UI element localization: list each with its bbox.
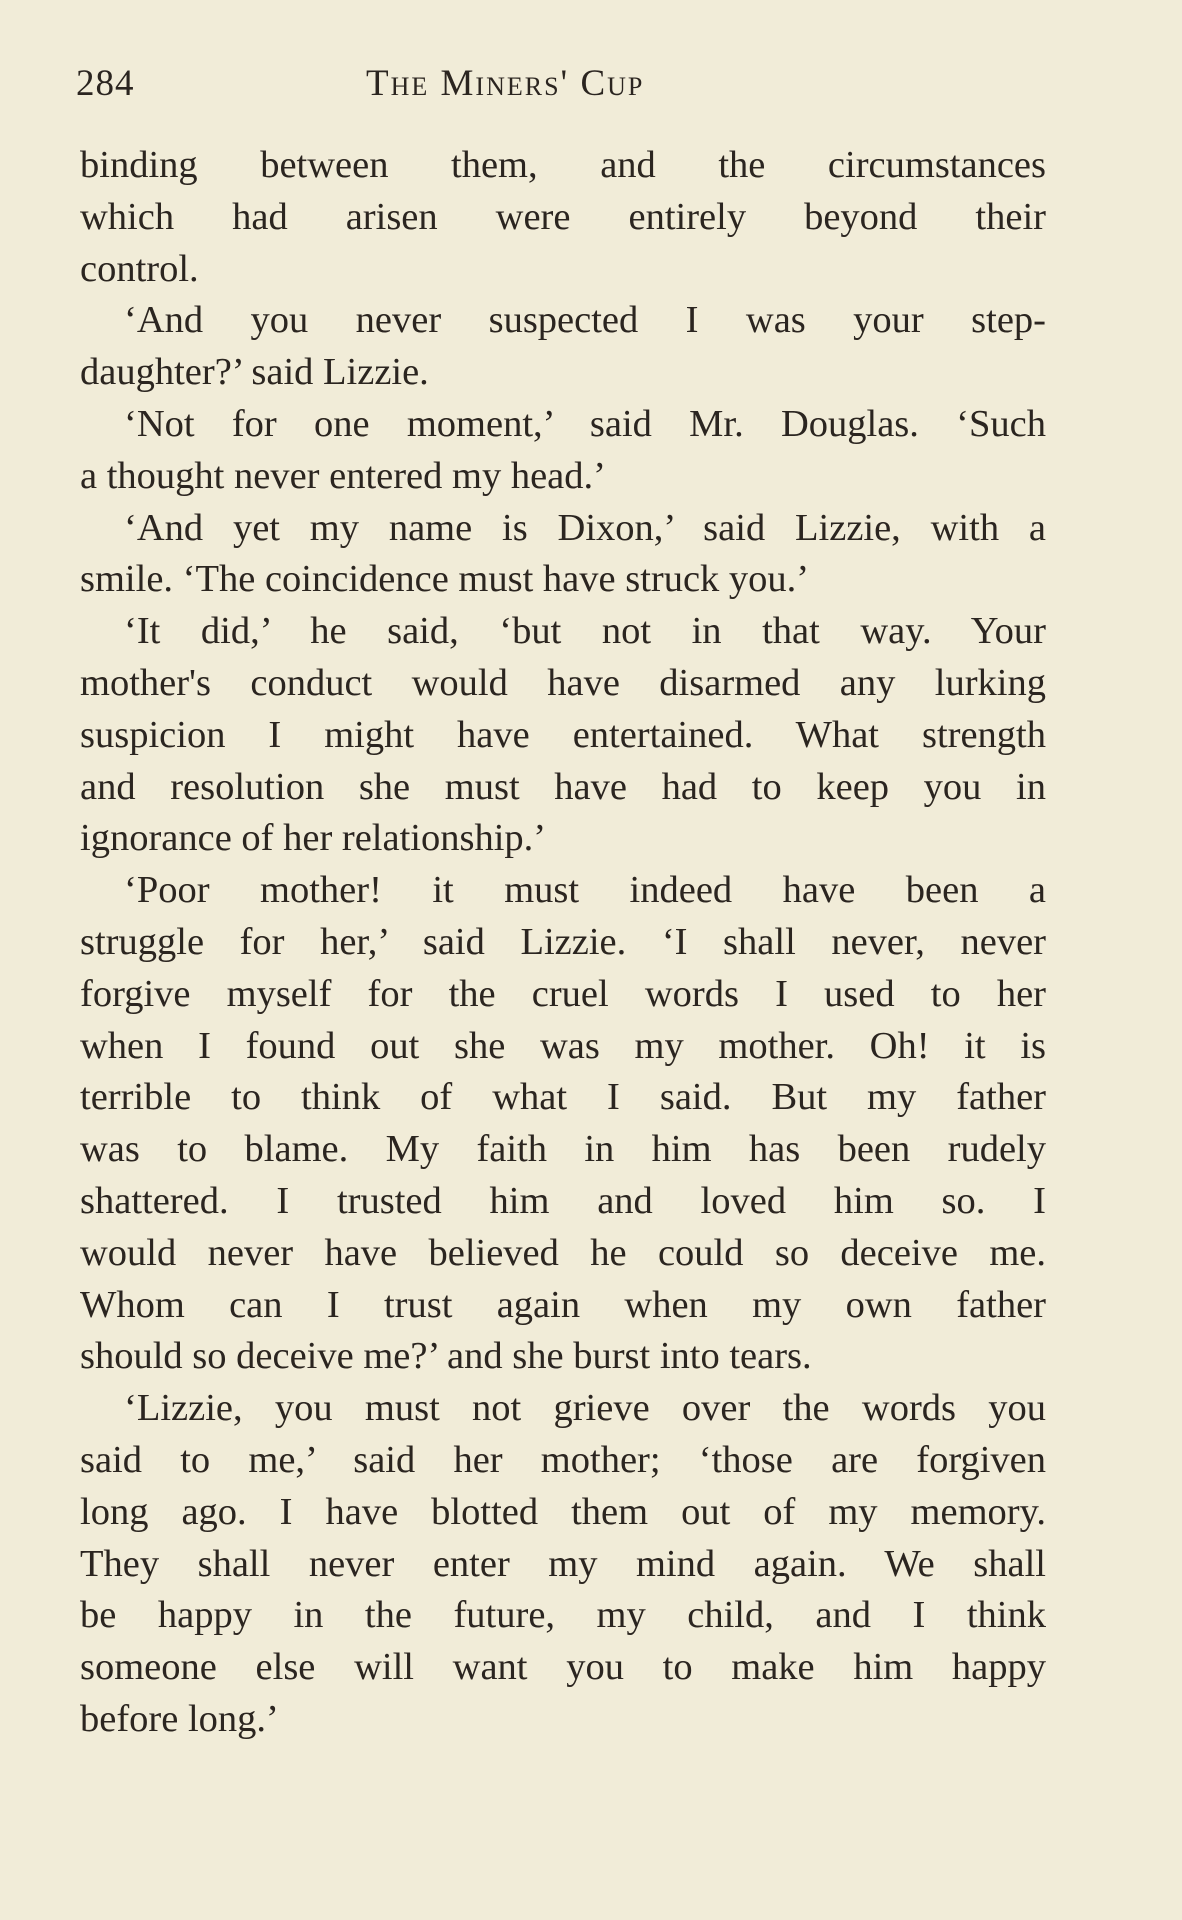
- text-line: Whom can I trust again when my own father: [80, 1283, 1046, 1326]
- page-header: [76, 62, 1036, 122]
- text-line: which had arisen were entirely beyond their: [80, 195, 1046, 238]
- text-line: someone else will want you to make him happy: [80, 1646, 1046, 1689]
- text-line: forgive myself for the cruel words I used to her: [80, 972, 1046, 1015]
- text-line: was to blame. My faith in him has been rudely: [80, 1128, 1046, 1171]
- text-line: before long.’: [80, 1697, 279, 1740]
- text-line: control.: [80, 247, 199, 290]
- text-line: binding between them, and the circumstances: [80, 144, 1046, 186]
- page-number: 284: [76, 63, 135, 104]
- text-line: struggle for her,’ said Lizzie. ‘I shall never, never: [80, 920, 1046, 963]
- text-line: ‘Lizzie, you must not grieve over the words you: [124, 1387, 1046, 1430]
- text-line: ‘And yet my name is Dixon,’ said Lizzie, with a: [124, 506, 1046, 549]
- text-line: ‘It did,’ he said, ‘but not in that way. Your: [124, 610, 1046, 653]
- text-line: They shall never enter my mind again. We shall: [80, 1542, 1046, 1585]
- text-line: should so deceive me?’ and she burst into tears.: [80, 1335, 812, 1378]
- text-line: be happy in the future, my child, and I think: [80, 1594, 1046, 1637]
- text-line: shattered. I trusted him and loved him so. I: [80, 1179, 1046, 1222]
- text-line: daughter?’ said Lizzie.: [80, 351, 429, 394]
- text-line: ‘Poor mother! it must indeed have been a: [124, 869, 1046, 912]
- running-head: The Miners' Cup: [366, 63, 645, 104]
- text-line: long ago. I have blotted them out of my memory.: [80, 1490, 1046, 1533]
- text-line: when I found out she was my mother. Oh! it is: [80, 1024, 1046, 1067]
- text-line: suspicion I might have entertained. What strength: [80, 713, 1046, 756]
- text-line: smile. ‘The coincidence must have struck you.’: [80, 558, 810, 601]
- text-line: ignorance of her relationship.’: [80, 817, 547, 860]
- text-line: and resolution she must have had to keep you in: [80, 765, 1046, 808]
- text-line: terrible to think of what I said. But my father: [80, 1076, 1046, 1119]
- body-text: [80, 140, 1046, 1746]
- text-line: ‘Not for one moment,’ said Mr. Douglas. ‘Such: [124, 402, 1046, 445]
- text-line: would never have believed he could so deceive me.: [80, 1231, 1046, 1274]
- text-line: a thought never entered my head.’: [80, 454, 606, 497]
- text-line: ‘And you never suspected I was your step-: [124, 299, 1046, 342]
- text-line: mother's conduct would have disarmed any lurking: [80, 661, 1046, 704]
- text-line: said to me,’ said her mother; ‘those are forgiven: [80, 1438, 1046, 1481]
